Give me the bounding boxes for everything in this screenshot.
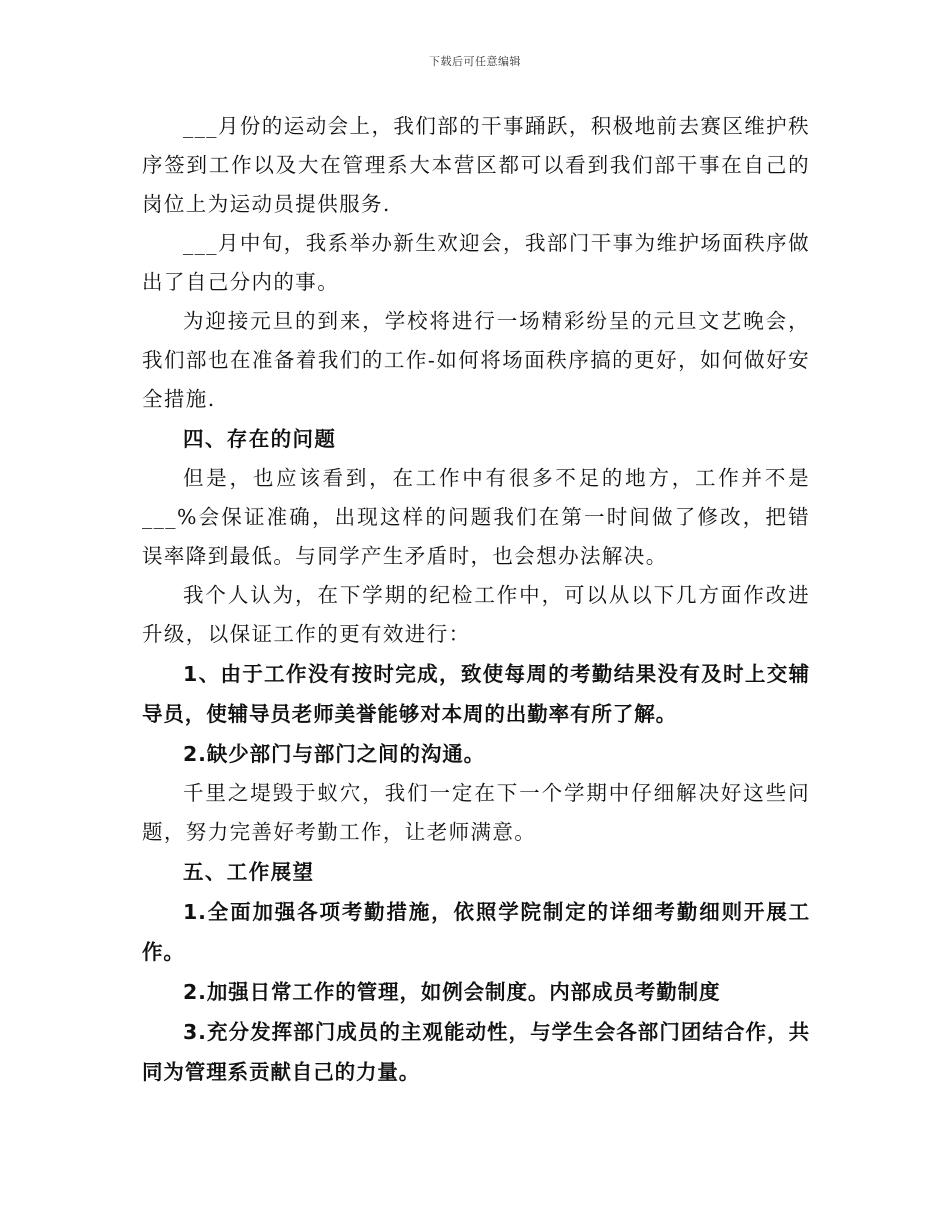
paragraph-sports-meet: ___月份的运动会上，我们部的干事踊跃，积极地前去赛区维护秩序签到工作以及大在管理系大本营区都可以看到我们部干事在自己的岗位上为运动员提供服务. <box>142 114 810 216</box>
page-header-note: 下载后可任意编辑 <box>429 55 521 68</box>
paragraph-welcome-party: ___月中旬，我系举办新生欢迎会，我部门干事为维护场面秩序做出了自己分内的事。 <box>142 231 810 294</box>
document-body <box>142 107 810 1092</box>
list-item-problem-2: 2.缺少部门与部门之间的沟通。 <box>183 742 486 766</box>
list-item-outlook-2: 2.加强日常工作的管理，如例会制度。内部成员考勤制度 <box>183 980 721 1004</box>
paragraph-new-year-gala: 为迎接元旦的到来，学校将进行一场精彩纷呈的元旦文艺晚会，我们部也在准备着我们的工作-如何将场面秩序搞的更好，如何做好安全措施. <box>142 309 810 411</box>
section-heading-outlook: 五、工作展望 <box>183 860 315 884</box>
paragraph-shortcomings: 但是，也应该看到，在工作中有很多不足的地方，工作并不是___%会保证准确，出现这样的问题我们在第一时间做了修改，把错误率降到最低。与同学产生矛盾时，也会想办法解决。 <box>142 466 810 568</box>
list-item-outlook-3: 3.充分发挥部门成员的主观能动性，与学生会各部门团结合作，共同为管理系贡献自己的力量。 <box>142 1020 810 1084</box>
section-heading-problems: 四、存在的问题 <box>183 427 337 451</box>
paragraph-improvement-intro: 我个人认为，在下学期的纪检工作中，可以从以下几方面作改进升级，以保证工作的更有效进行： <box>142 583 810 646</box>
list-item-outlook-1: 1.全面加强各项考勤措施，依照学院制定的详细考勤细则开展工作。 <box>142 900 810 964</box>
paragraph-resolution: 千里之堤毁于蚁穴，我们一定在下一个学期中仔细解决好这些问题，努力完善好考勤工作，让老师满意。 <box>142 781 810 844</box>
list-item-problem-1: 1、由于工作没有按时完成，致使每周的考勤结果没有及时上交辅导员，使辅导员老师美誉能够对本周的出勤率有所了解。 <box>142 662 810 726</box>
